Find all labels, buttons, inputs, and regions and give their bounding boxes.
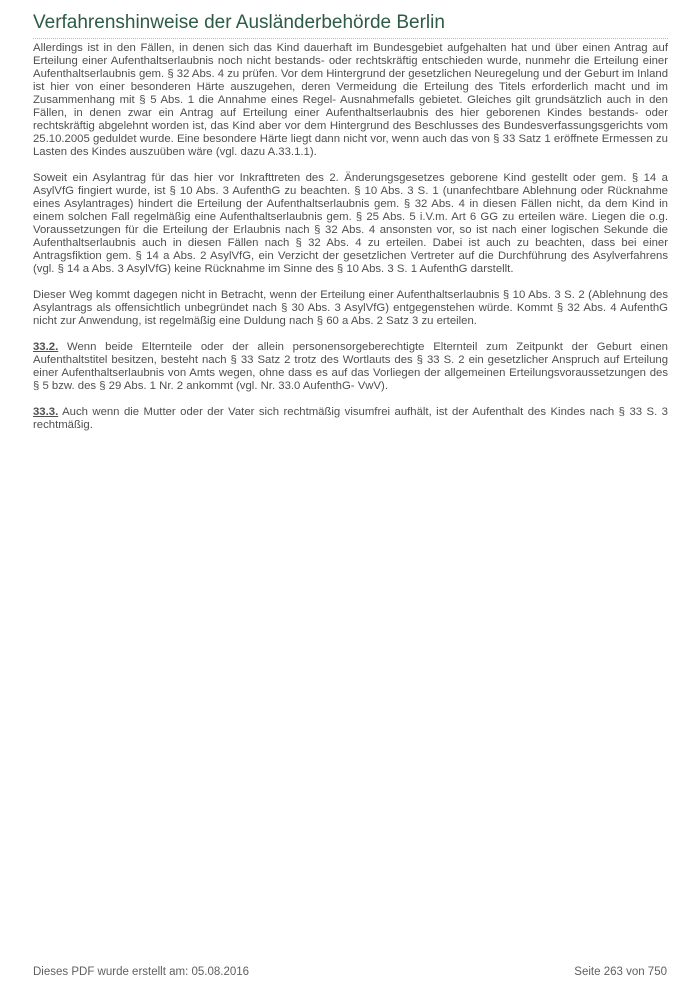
paragraph-text: Dieser Weg kommt dagegen nicht in Betracht, wenn der Erteilung einer Aufenthaltserlaubnis § 10 Abs. 3 S. 2 (Ablehnung des Asylantrags als offensichtlich unbegründet nach § 30 Abs. 3 AsylVfG) entgegenstehen würde. Kommt § 32 Abs. 4 AufenthG nicht zur Anwendung, ist regelmäßig eine Duldung nach § 60 a Abs. 2 Satz 3 zu erteilen. [33, 289, 668, 327]
page-title: Verfahrenshinweise der Ausländerbehörde Berlin [33, 12, 445, 33]
paragraph-3 [33, 289, 668, 328]
document-body [33, 42, 668, 445]
section-number: 33.3. [33, 406, 59, 418]
paragraph-text: Allerdings ist in den Fällen, in denen sich das Kind dauerhaft im Bundesgebiet aufgehalten hat und über einen Antrag auf Erteilung einer Aufenthaltserlaubnis noch nicht bestands- oder rechtskräftig entschieden wurde, nunmehr die Erteilung einer Aufenthaltserlaubnis gem. § 32 Abs. 4 zu prüfen. Vor dem Hintergrund der gesetzlichen Neuregelung und der Geburt im Inland ist hier von einer besonderen Härte auszugehen, deren Vermeidung die Erteilung des Titels erforderlich macht und im Zusammenhang mit § 5 Abs. 1 die Annahme eines Regel- Ausnahmefalls gebietet. Gleiches gilt grundsätzlich auch in den Fällen, in denen zwar ein Antrag auf Erteilung einer Aufenthaltserlaubnis des hier geborenen Kindes bestands- oder rechtskräftig abgelehnt worden ist, das Kind aber vor dem Hintergrund des Beschlusses des Bundesverfassungsgerichts vom 25.10.2005 geduldet wurde. Eine besondere Härte liegt dann nicht vor, wenn auch das von § 33 Satz 1 eröffnete Ermessen zu Lasten des Kindes auszuüben wäre (vgl. dazu A.33.1.1). [33, 42, 669, 158]
paragraph-1 [33, 42, 668, 159]
paragraph-text: Wenn beide Elternteile oder der allein personensorgeberechtigte Elternteil zum Zeitpunkt der Geburt einen Aufenthaltstitel besitzen, besteht nach § 33 Satz 2 trotz des Wortlauts des § 33 S. 2 ein gesetzlicher Anspruch auf Erteilung einer Aufenthaltserlaubnis von Amts wegen, ohne dass es auf das Vorliegen der allgemeinen Erteilungsvoraussetzungen des § 5 bzw. des § 29 Abs. 1 Nr. 2 ankommt (vgl. Nr. 33.0 AufenthG- VwV). [33, 341, 668, 392]
footer-page-number: Seite 263 von 750 [574, 966, 667, 978]
paragraph-text: Soweit ein Asylantrag für das hier vor Inkrafttreten des 2. Änderungsgesetzes geborene Kind gestellt oder gem. § 14 a AsylVfG fingiert wurde, ist § 10 Abs. 3 AufenthG zu beachten. § 10 Abs. 3 S. 1 (unanfechtbare Ablehnung oder Rücknahme eines Asylantrages) hindert die Erteilung der Aufenthaltserlaubnis gem. § 32 Abs. 4 in diesen Fällen nicht, da dem Kind in einem solchen Fall regelmäßig eine Aufenthaltserlaubnis gem. § 25 Abs. 5 i.V.m. Art 6 GG zu erteilen wäre. Liegen die o.g. Voraussetzungen für die Erteilung der Erlaubnis nach § 32 Abs. 4 ansonsten vor, so ist nach einer logischen Sekunde die Aufenthaltserlaubnis auch in diesen Fällen nach § 32 Abs. 4 zu erteilen. Dabei ist auch zu beachten, dass bei einer Antragsfiktion gem. § 14 a Abs. 2 AsylVfG, ein Verzicht der gesetzlichen Vertreter auf die Durchführung des Asylverfahrens (vgl. § 14 a Abs. 3 AsylVfG) keine Rücknahme im Sinne des § 10 Abs. 3 S. 1 AufenthG darstellt. [33, 172, 668, 275]
page-header [33, 12, 668, 39]
section-33-3 [33, 406, 668, 432]
footer-created-date: Dieses PDF wurde erstellt am: 05.08.2016 [33, 966, 250, 978]
section-33-2 [33, 341, 668, 393]
section-number: 33.2. [33, 341, 59, 353]
paragraph-text: Auch wenn die Mutter oder der Vater sich rechtmäßig visumfrei aufhält, ist der Aufenthalt des Kindes nach § 33 S. 3 rechtmäßig. [33, 406, 668, 431]
paragraph-2 [33, 172, 668, 276]
